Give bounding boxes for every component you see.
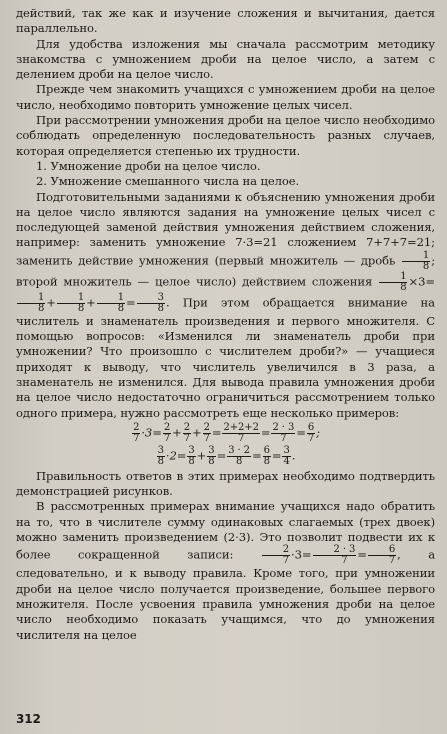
fraction: $\frac{3 \cdot 2}{8}$ [228, 444, 250, 467]
text-segment: . При этом обращается внимание на числитель и знаменатель произведения и первого множителя. С помощью вопросов: «Изменился ли знаменатель дроби при умножении? Что произошло с числителем дроби?» — учащиеся приходят к выводу, что числитель увеличился в 3 раза, а знаменатель не изменился. Для вывода правила умножения дроби на целое число недостаточно ограничиться рассмотрением только одного примера, нужно рассмотреть еще несколько примеров: [16, 295, 435, 420]
fraction: $\frac{3}{8}$ [188, 444, 195, 467]
paragraph-method-intro: Для удобства изложения мы сначала рассмотрим методику знакомства с умножением дроби на целое число, а затем с делением дроби на целое число. [16, 36, 435, 82]
fraction: $\frac{2}{7}$ [262, 545, 290, 566]
fraction: $\frac{2 \cdot 3}{7}$ [313, 545, 357, 566]
fraction: $\frac{2+2+2}{7}$ [223, 421, 259, 444]
fraction: $\frac{3}{8}$ [137, 293, 165, 314]
fraction: $\frac{3}{4}$ [283, 444, 290, 467]
fraction: $\frac{6}{8}$ [263, 444, 270, 467]
fraction: $\frac{6}{7}$ [368, 545, 396, 566]
example-line-1: $\frac{2}{7}$ ·3= $\frac{2}{7}$ + $\frac{2}{7}$ + $\frac{2}{7}$ = $\frac{2+2+2}{7}$ = $\frac{2 \cdot 3}{7}$ = $\frac{6}{7}$ ; [133, 421, 320, 444]
fraction: $\frac{1}{8}$ [379, 272, 407, 293]
fraction: $\frac{2}{7}$ [163, 421, 171, 444]
fraction: $\frac{6}{7}$ [307, 421, 315, 444]
paragraph-sequence: При рассмотрении умножения дроби на целое число необходимо соблюдать определенную последовательность разных случаев, которая определяется степенью их трудности. [16, 113, 435, 158]
fraction: $\frac{2}{7}$ [183, 421, 190, 444]
fraction: $\frac{1}{8}$ [17, 293, 45, 314]
paragraph-preparatory-tasks: Подготовительными заданиями к объяснению умножения дроби на целое число являются задания на умножение целых чисел с последующей заменой действия умножения действием сложения, например: заменить умножение 7·3=21 сложением 7+7+7=21; заменить действие умножения (первый множитель — дробь $\frac{1}{8}$ ; второй множитель — целое число) действием сложения $\frac{1}{8}$ ×3= $\frac{1}{8}$ + $\frac{1}{8}$ + $\frac{1}{8}$ = $\frac{3}{8}$ . При этом обращается внимание на числитель и знаменатель произведения и первого множителя. С помощью вопросов: «Изменился ли знаменатель дроби при умножении? Что произошло с числителем дроби?» — учащиеся приходят к выводу, что числитель увеличился в 3 раза, а знаменатель не изменился. Для вывода правила умножения дроби на целое число недостаточно ограничиться рассмотрением только одного примера, нужно рассмотреть еще несколько примеров: [16, 189, 435, 420]
page-number: 312 [16, 712, 41, 726]
fraction: $\frac{1}{8}$ [402, 251, 430, 272]
text-segment: В рассмотренных примерах внимание учащихся надо обратить на то, что в числителе сумму одинаковых слагаемых (трех двоек) можно заменить произведением (2·3). Это позволит подвести их к более сокращенной записи: [16, 499, 435, 562]
paragraph-verification: Правильность ответов в этих примерах необходимо подтвердить демонстрацией рисунков. [16, 468, 435, 499]
paragraph-repeat-multiplication: Прежде чем знакомить учащихся с умножением дроби на целое число, необходимо повторить умножение целых чисел. [16, 82, 435, 112]
fraction: $\frac{2}{7}$ [203, 421, 210, 444]
text-segment: Подготовительными заданиями к объяснению умножения дроби на целое число являются задания на умножение целых чисел с последующей заменой действия умножения действием сложения, например: заменить умножение 7·3=21 сложением 7+7+7=21; заменить действие умножения (первый множитель — дробь [16, 189, 435, 268]
text-segment: , а следовательно, и к выводу правила. Кроме того, при умножении дроби на целое число получается произведение, большее первого множителя. После усвоения правила умножения дроби на целое число необходимо показать учащимся, что до умножения числителя на целое [16, 547, 436, 642]
fraction: $\frac{2 \cdot 3}{7}$ [272, 421, 295, 444]
list-item-1: 1. Умножение дроби на целое число. [36, 158, 261, 173]
fraction: $\frac{3}{8}$ [208, 444, 215, 467]
paragraph-conclusion: В рассмотренных примерах внимание учащихся надо обратить на то, что в числителе сумму одинаковых слагаемых (трех двоек) можно заменить произведением (2·3). Это позволит подвести их к более сокращенной записи: $\frac{2}{7}$ ·3= $\frac{2 \cdot 3}{7}$ = $\frac{6}{7}$ , а следовательно, и к выводу правила. Кроме того, при умножении дроби на целое число получается произведение, большее первого множителя. После усвоения правила умножения дроби на целое число необходимо показать учащимся, что до умножения числителя на целое [16, 499, 436, 642]
fraction: $\frac{1}{8}$ [57, 293, 85, 314]
paragraph-continued: действий, так же как и изучение сложения и вычитания, дается параллельно. [16, 6, 435, 36]
text-segment: ; второй множитель — целое число) действием сложения [16, 253, 435, 289]
fraction: $\frac{1}{8}$ [97, 293, 125, 314]
example-line-2: $\frac{3}{8}$ ·2= $\frac{3}{8}$ + $\frac{3}{8}$ = $\frac{3 \cdot 2}{8}$ = $\frac{6}{8}$ = $\frac{3}{4}$ . [157, 444, 296, 467]
list-item-2: 2. Умножение смешанного числа на целое. [36, 174, 300, 189]
fraction: $\frac{3}{8}$ [157, 444, 164, 467]
fraction: $\frac{2}{7}$ [133, 421, 140, 444]
